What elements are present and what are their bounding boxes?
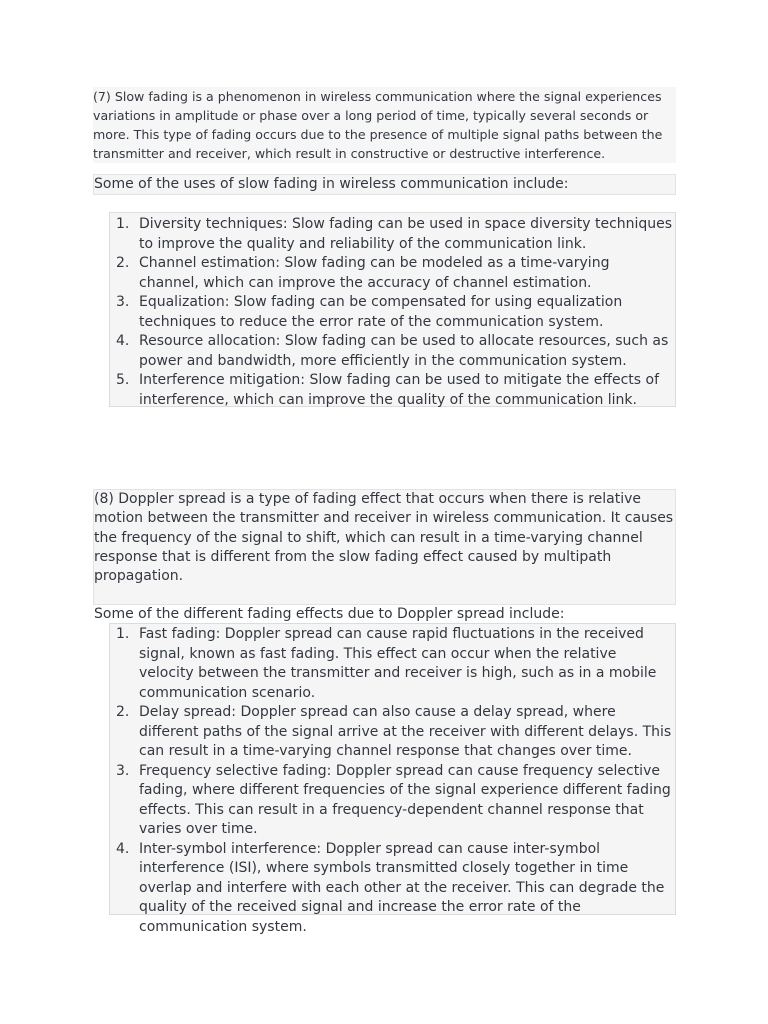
section8-block [93, 489, 676, 623]
list-item [110, 703, 675, 762]
list-item [110, 215, 675, 254]
list-item-number: 2. [116, 704, 130, 720]
section8-intro: Some of the different fading effects due to Doppler spread include: [94, 606, 565, 623]
list-item [110, 762, 675, 840]
list-item [110, 625, 675, 703]
list-item [110, 293, 675, 332]
list-item-number: 4. [116, 840, 130, 857]
list-item-number: 1. [116, 626, 130, 642]
list-item-text: Equalization: Slow fading can be compensated for using equalization techniques to reduce the error rate of the communication system. [139, 294, 623, 330]
list-item-text: Interference mitigation: Slow fading can be used to mitigate the effects of interference, which can improve the quality of the communication link. [139, 372, 660, 408]
list-item-text: Inter-symbol interference: Doppler spread can cause inter-symbol interference (ISI), where symbols transmitted closely together in time overlap and interfere with each other at the receiver. This can degrade the quality of the received signal and increase the error rate of the communication system. [139, 840, 665, 935]
list-item-text: Frequency selective fading: Doppler spread can cause frequency selective fading, where different frequencies of the signal experience different fading effects. This can result in a frequency-dependent channel response that varies over time. [139, 762, 671, 837]
list-item-text: Diversity techniques: Slow fading can be used in space diversity techniques to improve the quality and reliability of the communication link. [139, 216, 673, 252]
section7-paragraph: (7) Slow fading is a phenomenon in wireless communication where the signal experiences variations in amplitude or phase over a long period of time, typically several seconds or more. This type of fading occurs due to the presence of multiple signal paths between the transmitter and receiver, which result in constructive or destructive interference. [93, 87, 676, 163]
list-item-text: Resource allocation: Slow fading can be used to allocate resources, such as power and bandwidth, more efficiently in the communication system. [139, 333, 669, 369]
section8-list [109, 623, 676, 935]
list-item-number: 3. [116, 294, 130, 310]
section8-paragraph: (8) Doppler spread is a type of fading effect that occurs when there is relative motion between the transmitter and receiver in wireless communication. It causes the frequency of the signal to shift, which can result in a time-varying channel response that is different from the slow fading effect caused by multipath propagation. [94, 491, 674, 585]
list-item-number: 3. [116, 762, 130, 779]
list-item-number: 1. [116, 216, 130, 232]
list-item-text: Delay spread: Doppler spread can also cause a delay spread, where different paths of the signal arrive at the receiver with different delays. This can result in a time-varying channel response that changes over time. [139, 704, 672, 759]
list-item-number: 4. [116, 333, 130, 349]
section7-list [109, 212, 676, 407]
list-item-number: 5. [116, 372, 130, 388]
list-item [110, 371, 675, 410]
section7-intro: Some of the uses of slow fading in wireless communication include: [93, 174, 676, 195]
list-item-number: 2. [116, 255, 130, 271]
list-item [110, 254, 675, 293]
list-item-text: Channel estimation: Slow fading can be modeled as a time-varying channel, which can improve the accuracy of channel estimation. [139, 255, 610, 291]
list-item-text: Fast fading: Doppler spread can cause rapid fluctuations in the received signal, known as fast fading. This effect can occur when the relative velocity between the transmitter and receiver is high, such as in a mobile communication scenario. [139, 626, 657, 701]
list-item [110, 332, 675, 371]
list-item [110, 840, 675, 938]
paragraph-spacer [94, 586, 675, 605]
